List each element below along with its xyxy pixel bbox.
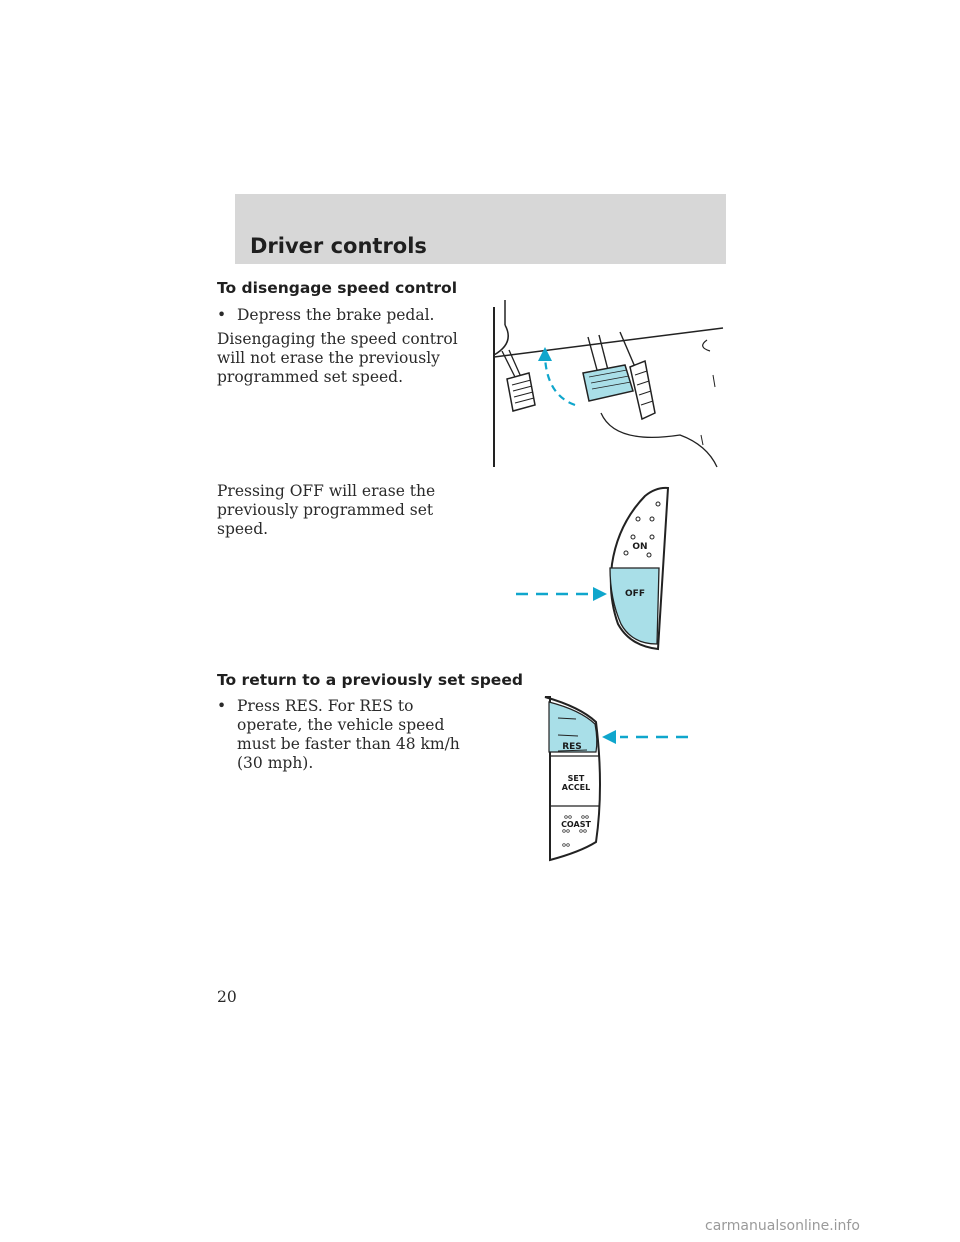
on-off-switch-illustration (510, 484, 680, 656)
heading-disengage: To disengage speed control (217, 279, 458, 297)
on-label: ON (632, 542, 648, 552)
coast-label: COAST (561, 820, 591, 829)
paragraph-off: Pressing OFF will erase the previously programmed set speed. (217, 482, 436, 538)
accel-label: ACCEL (561, 783, 591, 792)
bullet-marker: • (217, 306, 227, 324)
set-label: SET (567, 774, 585, 783)
section-title: Driver controls (250, 234, 427, 258)
res-switch-illustration (540, 692, 695, 864)
heading-return: To return to a previously set speed (217, 671, 523, 689)
paragraph-disengage: Disengaging the speed control will not erase the previously programmed set speed. (217, 330, 458, 386)
off-label: OFF (625, 589, 645, 599)
res-label: RES (562, 742, 582, 752)
watermark: carmanualsonline.info (705, 1218, 860, 1234)
brake-pedal-illustration (485, 295, 725, 475)
bullet-marker: • (217, 697, 227, 715)
header-band (235, 194, 726, 264)
bullet-text: Depress the brake pedal. (237, 306, 435, 324)
page-number: 20 (217, 988, 237, 1006)
off-button (610, 568, 659, 644)
bullet-text: Press RES. For RES to operate, the vehicle speed must be faster than 48 km/h (30 mph). (237, 697, 460, 772)
